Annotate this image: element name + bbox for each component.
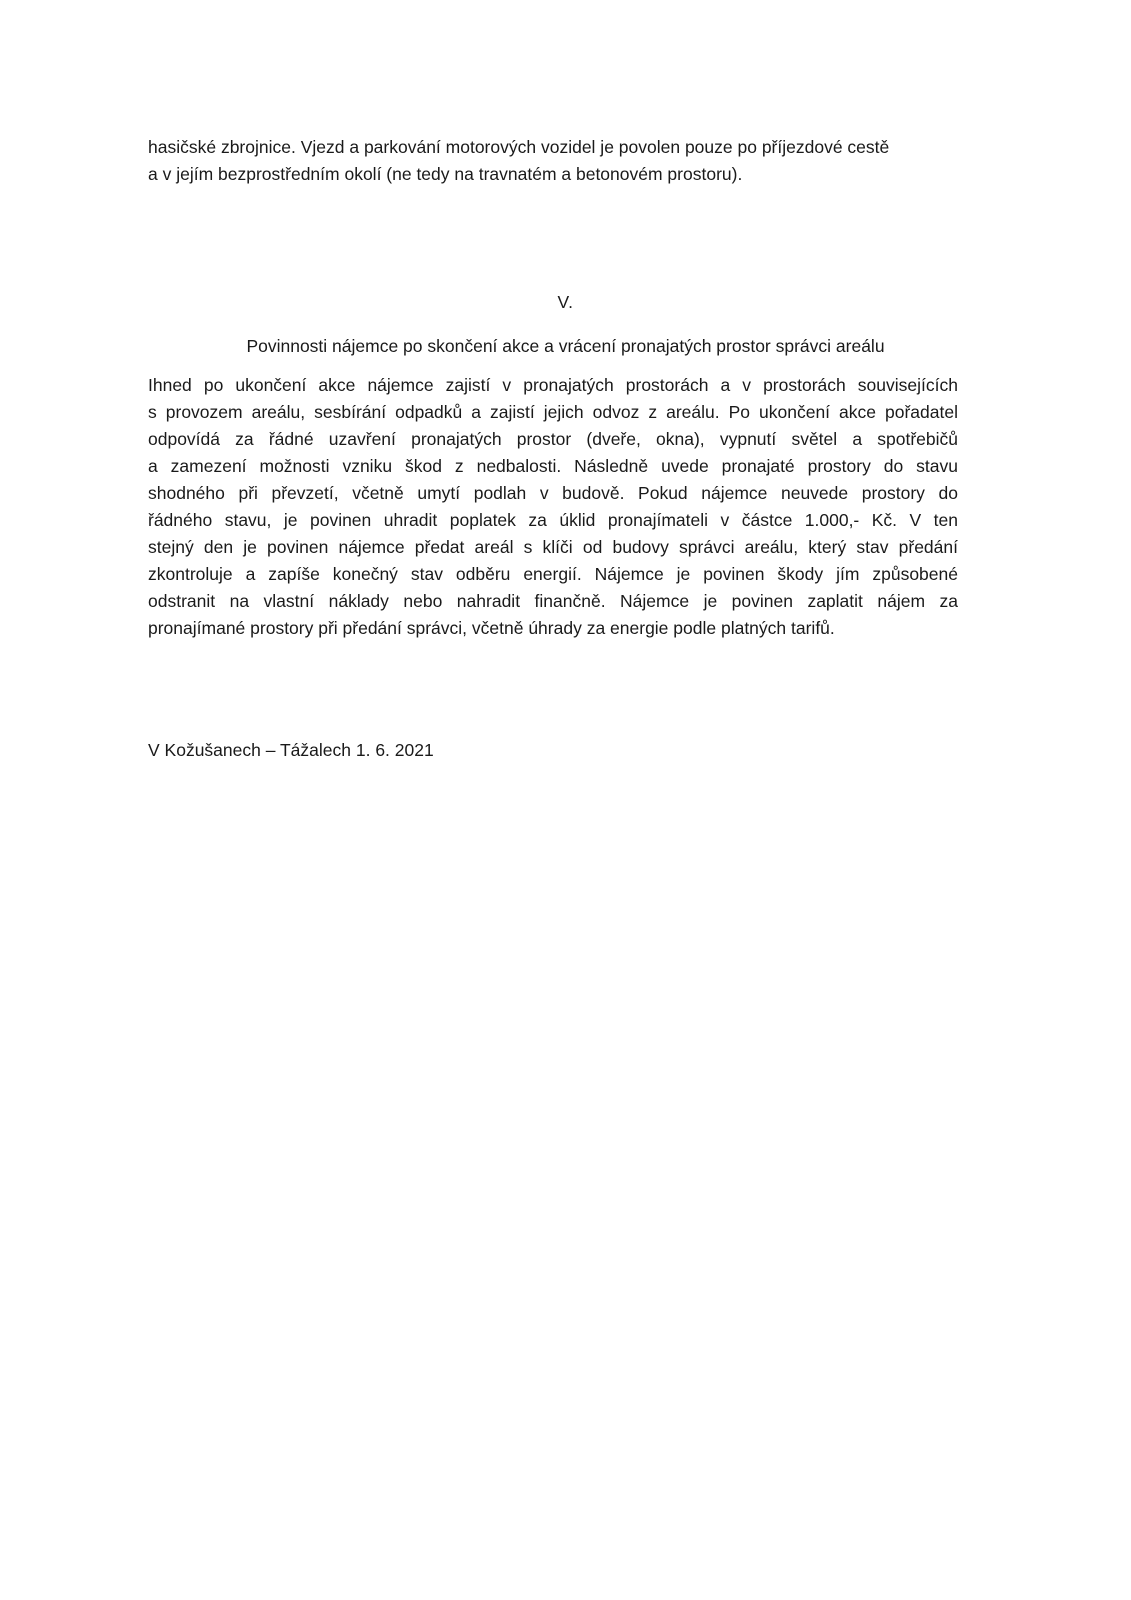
section-number: V. xyxy=(557,292,574,312)
section-paragraph xyxy=(148,372,958,642)
paragraph-line: pronajímané prostory při předání správci, včetně úhrady za energie podle platných tarifů. xyxy=(148,618,835,638)
intro-paragraph xyxy=(148,134,958,188)
paragraph-line: zkontroluje a zapíše konečný stav odběru energií. Nájemce je povinen škody jím způsobené xyxy=(148,564,958,584)
paragraph-line: a zamezení možnosti vzniku škod z nedbalosti. Následně uvede pronajaté prostory do stavu xyxy=(148,456,958,476)
paragraph-line: odpovídá za řádné uzavření pronajatých prostor (dveře, okna), vypnutí světel a spotřebičů xyxy=(148,429,958,449)
section-title: Povinnosti nájemce po skončení akce a vrácení pronajatých prostor správci areálu xyxy=(246,336,885,356)
paragraph-line: s provozem areálu, sesbírání odpadků a zajistí jejich odvoz z areálu. Po ukončení akce pořadatel xyxy=(148,402,958,422)
paragraph-line: Ihned po ukončení akce nájemce zajistí v pronajatých prostorách a v prostorách souvisejících xyxy=(148,375,958,395)
intro-line: hasičské zbrojnice. Vjezd a parkování motorových vozidel je povolen pouze po příjezdové cestě xyxy=(148,137,890,157)
place-and-date: V Kožušanech – Tážalech 1. 6. 2021 xyxy=(148,740,434,760)
paragraph-line: odstranit na vlastní náklady nebo nahradit finančně. Nájemce je povinen zaplatit nájem za xyxy=(148,591,958,611)
paragraph-line: stejný den je povinen nájemce předat areál s klíči od budovy správci areálu, který stav předání xyxy=(148,537,958,557)
paragraph-line: řádného stavu, je povinen uhradit poplatek za úklid pronajímateli v částce 1.000,- Kč. V ten xyxy=(148,510,958,530)
paragraph-line: shodného při převzetí, včetně umytí podlah v budově. Pokud nájemce neuvede prostory do xyxy=(148,483,958,503)
intro-line: a v jejím bezprostředním okolí (ne tedy na travnatém a betonovém prostoru). xyxy=(148,164,743,184)
